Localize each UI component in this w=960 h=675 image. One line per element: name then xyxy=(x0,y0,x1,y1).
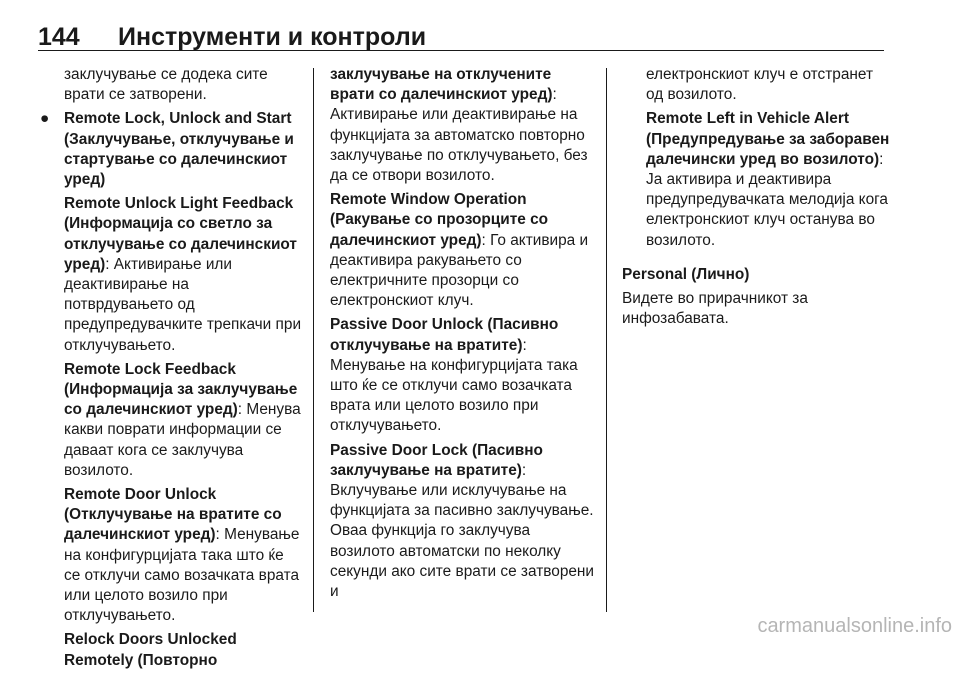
setting-entry xyxy=(64,485,302,626)
text-column-2 xyxy=(330,65,598,606)
page-header xyxy=(0,0,960,52)
setting-title: Remote Lock Feedback (Информација за заклучување со далечинскиот уред) xyxy=(64,360,298,419)
setting-entry xyxy=(330,65,598,186)
section-heading: Personal (Лично) xyxy=(622,265,750,283)
setting-title: Passive Door Lock (Пасивно заклучување на вратите) xyxy=(330,441,543,479)
column-divider-1 xyxy=(313,68,314,612)
setting-description: : Вклучување или исклучување на функцијата за пасивно заклучување. Оваа функција го заклучува возилото автоматски по неколку секунди ако сите врати се затворени и xyxy=(330,461,595,601)
setting-entry xyxy=(64,360,302,481)
setting-title: Relock Doors Unlocked Remotely (Повторно xyxy=(64,631,237,669)
item-title: Remote Lock, Unlock and Start (Заклучување, отклучување и стартување со далечинскиот уред) xyxy=(64,110,294,189)
setting-entry xyxy=(330,315,598,436)
list-item xyxy=(40,109,302,670)
setting-title: Remote Unlock Light Feedback (Информација со светло за отклучување со далечинскиот уред) xyxy=(64,195,297,273)
watermark: carmanualsonline.info xyxy=(757,615,952,637)
paragraph: Видете во прирачникот за инфозабавата. xyxy=(622,290,808,328)
setting-description: : Го активира и деактивира ракувањето со електричните прозорци со електронскиот клуч. xyxy=(330,231,589,310)
bullet-icon: ● xyxy=(40,110,50,128)
setting-description: : Менува какви поврати информации се даваат кога се заклучува возилото. xyxy=(64,401,301,479)
setting-title: заклучување на отклучените врати со далечинскиот уред) xyxy=(330,66,553,104)
header-rule xyxy=(38,50,884,51)
setting-title: Remote Left in Vehicle Alert (Предупредување за заборавен далечински уред во возилото) xyxy=(646,110,890,168)
setting-description: : Менување на конфигурцијата така што ќе се отклучи само возачката врата или целото возило при отклучувањето. xyxy=(64,526,300,625)
setting-description: : Активирање или деактивирање на потврдувањето од предупредувачките трепкачи при отклучувањето. xyxy=(64,255,302,354)
paragraph: заклучување се додека сите врати се затворени. xyxy=(64,66,268,104)
paragraph: електронскиот клуч е отстранет од возилото. xyxy=(646,66,874,104)
setting-description: : Активирање или деактивирање на функцијата за автоматско повторно заклучување по отклучувањето, без да се отвори возилото. xyxy=(330,86,588,185)
setting-entry xyxy=(64,194,302,356)
setting-entry xyxy=(330,190,598,311)
text-column-1 xyxy=(40,65,302,675)
setting-description: : Менување на конфигурцијата така што ќе се отклучи само возачката врата или целото возило при отклучувањето. xyxy=(330,336,578,435)
setting-entry xyxy=(646,109,890,250)
column-divider-2 xyxy=(606,68,607,612)
chapter-title: Инструменти и контроли xyxy=(118,23,427,51)
page-number: 144 xyxy=(38,23,80,51)
setting-title: Remote Window Operation (Ракување со прозорците со далечинскиот уред) xyxy=(330,191,549,249)
text-column-3 xyxy=(622,65,890,333)
setting-title: Passive Door Unlock (Пасивно отклучување на вратите) xyxy=(330,316,559,354)
setting-entry xyxy=(330,441,598,603)
indented-block xyxy=(622,65,890,251)
setting-title: Remote Door Unlock (Отклучување на вратите со далечинскиот уред) xyxy=(64,486,282,544)
setting-description: : Ја активира и деактивира предупредувачката мелодија кога електронскиот клуч останува во возилото. xyxy=(646,150,888,249)
